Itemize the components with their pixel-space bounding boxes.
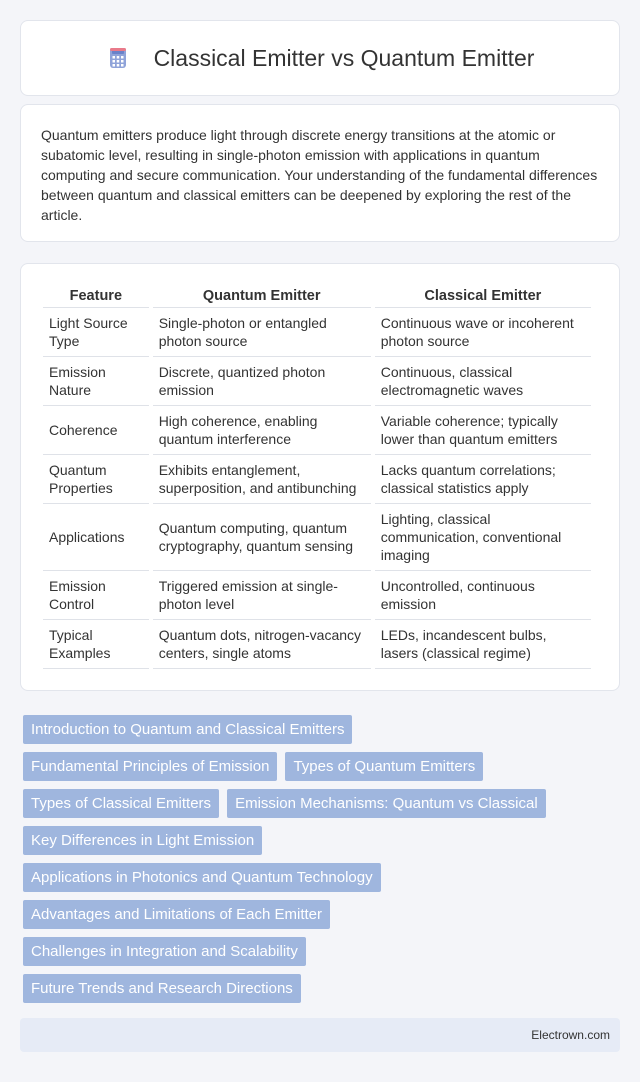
- quantum-cell: High coherence, enabling quantum interference: [153, 406, 371, 455]
- comparison-table-card: [20, 263, 620, 691]
- classical-cell: Lacks quantum correlations; classical statistics apply: [375, 455, 591, 504]
- page-title-text: Classical Emitter vs Quantum Emitter: [153, 44, 535, 71]
- toc-link-key-differences[interactable]: Key Differences in Light Emission: [23, 826, 262, 855]
- feature-cell: Emission Nature: [43, 357, 149, 406]
- toc-row: [23, 789, 620, 818]
- header-classical-emitter: Classical Emitter: [375, 284, 591, 308]
- toc-row: [23, 715, 620, 744]
- title-card: [20, 20, 620, 96]
- table-row: [43, 455, 591, 504]
- classical-cell: LEDs, incandescent bulbs, lasers (classical regime): [375, 620, 591, 669]
- comparison-table: [39, 284, 595, 669]
- feature-cell: Applications: [43, 504, 149, 571]
- feature-cell: Typical Examples: [43, 620, 149, 669]
- toc-link-applications[interactable]: Applications in Photonics and Quantum Technology: [23, 863, 381, 892]
- table-row: [43, 504, 591, 571]
- quantum-cell: Quantum computing, quantum cryptography, quantum sensing: [153, 504, 371, 571]
- toc-link-types-quantum-emitters[interactable]: Types of Quantum Emitters: [285, 752, 483, 781]
- classical-cell: Continuous, classical electromagnetic waves: [375, 357, 591, 406]
- table-row: [43, 406, 591, 455]
- feature-cell: Emission Control: [43, 571, 149, 620]
- classical-cell: Lighting, classical communication, conventional imaging: [375, 504, 591, 571]
- table-row: [43, 571, 591, 620]
- table-row: [43, 357, 591, 406]
- toc-row: [23, 937, 620, 966]
- toc-row: [23, 752, 620, 781]
- page-title: [106, 45, 535, 72]
- footer: [20, 1018, 620, 1052]
- toc-row: [23, 974, 620, 1003]
- toc-link-introduction[interactable]: Introduction to Quantum and Classical Emitters: [23, 715, 352, 744]
- quantum-cell: Quantum dots, nitrogen-vacancy centers, single atoms: [153, 620, 371, 669]
- classical-cell: Variable coherence; typically lower than quantum emitters: [375, 406, 591, 455]
- quantum-cell: Single-photon or entangled photon source: [153, 308, 371, 357]
- toc-link-challenges[interactable]: Challenges in Integration and Scalability: [23, 937, 306, 966]
- toc-row: [23, 826, 620, 855]
- toc-link-advantages-limitations[interactable]: Advantages and Limitations of Each Emitter: [23, 900, 330, 929]
- calculator-icon: [106, 46, 130, 70]
- quantum-cell: Triggered emission at single-photon level: [153, 571, 371, 620]
- header-quantum-emitter: Quantum Emitter: [153, 284, 371, 308]
- toc-link-emission-mechanisms[interactable]: Emission Mechanisms: Quantum vs Classical: [227, 789, 546, 818]
- footer-site-link[interactable]: Electrown.com: [531, 1028, 610, 1042]
- classical-cell: Continuous wave or incoherent photon source: [375, 308, 591, 357]
- feature-cell: Light Source Type: [43, 308, 149, 357]
- table-row: [43, 620, 591, 669]
- toc-link-future-trends[interactable]: Future Trends and Research Directions: [23, 974, 301, 1003]
- toc-link-types-classical-emitters[interactable]: Types of Classical Emitters: [23, 789, 219, 818]
- quantum-cell: Discrete, quantized photon emission: [153, 357, 371, 406]
- feature-cell: Coherence: [43, 406, 149, 455]
- intro-paragraph: Quantum emitters produce light through discrete energy transitions at the atomic or subatomic level, resulting in single-photon emission with applications in quantum computing and secure communication. Your understanding of the fundamental differences between quantum and classical emitters can be deepened by exploring the rest of the article.: [41, 127, 598, 223]
- table-row: [43, 308, 591, 357]
- toc-link-fundamental-principles[interactable]: Fundamental Principles of Emission: [23, 752, 277, 781]
- table-of-contents: [23, 715, 620, 1011]
- header-feature: Feature: [43, 284, 149, 308]
- feature-cell: Quantum Properties: [43, 455, 149, 504]
- table-header-row: [43, 284, 591, 308]
- classical-cell: Uncontrolled, continuous emission: [375, 571, 591, 620]
- intro-card: [20, 104, 620, 242]
- toc-row: [23, 900, 620, 929]
- toc-row: [23, 863, 620, 892]
- quantum-cell: Exhibits entanglement, superposition, and antibunching: [153, 455, 371, 504]
